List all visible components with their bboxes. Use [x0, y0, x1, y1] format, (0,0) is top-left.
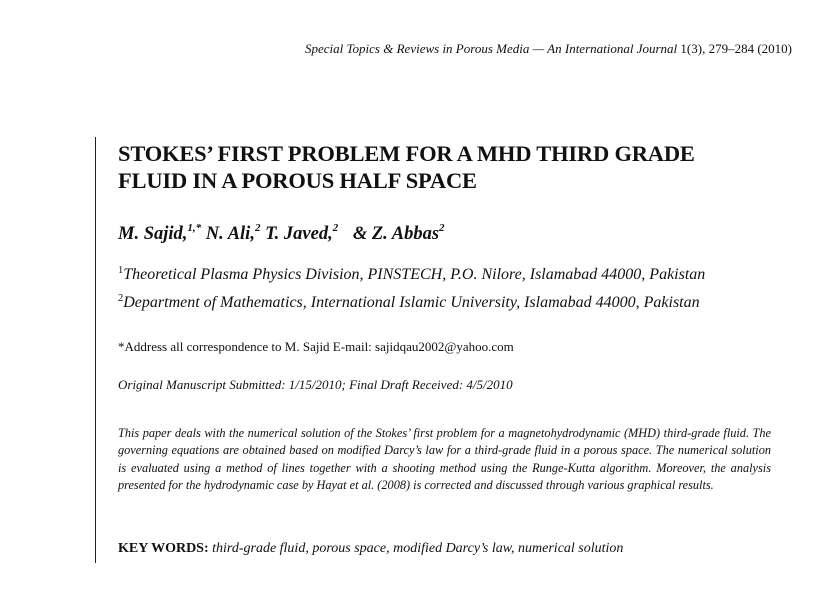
author-list [118, 224, 445, 245]
abstract: This paper deals with the numerical solution of the Stokes’ first problem for a magnetohydrodynamic (MHD) third-grade fluid. The governing equations are obtained based on modified Darcy’s law for a third-grade fluid in a porous space. The numerical solution is evaluated using a method of lines together with a shooting method using the Runge-Kutta algorithm. Moreover, the analysis presented for the hydrodynamic case by Hayat et al. (2008) is corrected and discussed through various graphical results. [118, 426, 771, 493]
keywords-label: KEY WORDS: [118, 541, 209, 556]
journal-volume-pages: 1(3), 279–284 (2010) [680, 41, 792, 56]
paper-title-line-2: FLUID IN A POROUS HALF SPACE [118, 168, 477, 193]
author-name: M. Sajid, [118, 224, 188, 244]
keywords-list: third-grade fluid, porous space, modified Darcy’s law, numerical solution [212, 541, 624, 556]
affiliation-1 [118, 266, 705, 284]
affiliation-text: Theoretical Plasma Physics Division, PINSTECH, P.O. Nilore, Islamabad 44000, Pakistan [123, 266, 706, 283]
author-name: T. Javed, [265, 224, 333, 244]
paper-title [118, 140, 798, 194]
affiliation-mark: 1 [118, 265, 124, 276]
manuscript-dates: Original Manuscript Submitted: 1/15/2010; Final Draft Received: 4/5/2010 [118, 377, 513, 392]
author-1 [118, 224, 201, 244]
affiliation-text: Department of Mathematics, International Islamic University, Islamabad 44000, Pakistan [123, 294, 700, 311]
affiliation-2 [118, 294, 700, 312]
author-name: N. Ali, [205, 224, 255, 244]
author-2 [206, 224, 261, 244]
author-affiliation-mark: 1,* [187, 222, 202, 234]
journal-citation-line [305, 41, 792, 57]
correspondence-note: *Address all correspondence to M. Sajid E-mail: sajidqau2002@yahoo.com [118, 339, 514, 354]
keywords-line [118, 541, 623, 557]
paper-title-line-1: STOKES’ FIRST PROBLEM FOR A MHD THIRD GRADE [118, 141, 695, 166]
affiliation-mark: 2 [118, 293, 124, 304]
author-name: Z. Abbas [371, 224, 440, 244]
author-affiliation-mark: 2 [439, 222, 445, 234]
author-ampersand: & [352, 224, 368, 244]
author-4 [372, 224, 445, 244]
journal-name: Special Topics & Reviews in Porous Media — An International Journal [305, 41, 678, 56]
author-3 [265, 224, 338, 244]
left-margin-rule [95, 137, 96, 563]
author-affiliation-mark: 2 [332, 222, 339, 234]
author-affiliation-mark: 2 [254, 222, 261, 234]
